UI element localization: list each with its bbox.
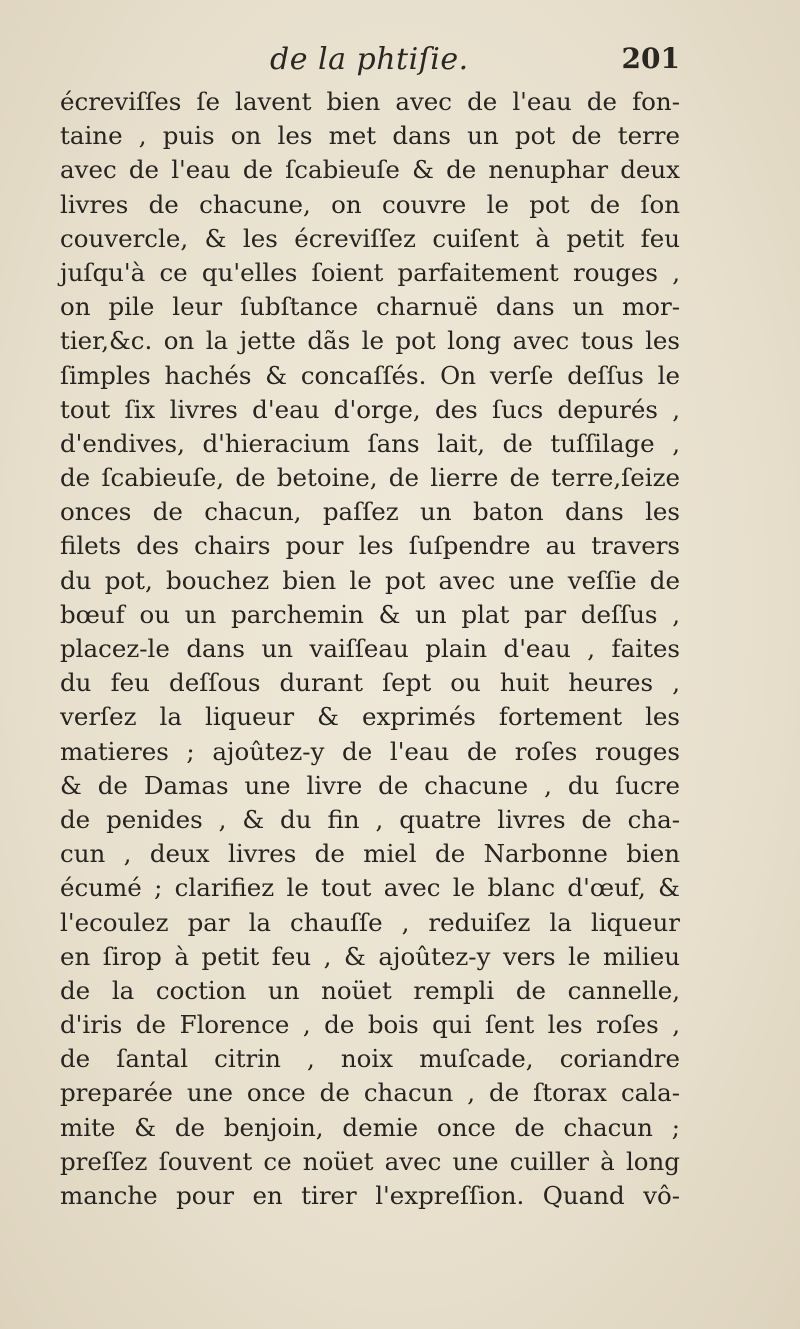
text-line: mite & de benjoin, demie once de chacun ; [60,1112,680,1142]
text-line: de ſantal citrin , noix muſcade, coriandre [60,1044,680,1074]
text-line: d'iris de Florence , de bois qui ſent les roſes , [60,1010,680,1040]
text-line: tier,&c. on la jette dãs le pot long avec tous les [60,326,680,356]
text-line: du feu deſſous durant ſept ou huit heures , [60,668,680,698]
text-line: d'endives, d'hieracium ſans lait, de tuſſilage , [60,428,680,458]
text-line: onces de chacun, paſſez un baton dans les [60,497,680,527]
text-line: matieres ; ajoûtez-y de l'eau de roſes rouges [60,736,680,766]
text-line: placez-le dans un vaiſſeau plain d'eau , faites [60,634,680,663]
text-line: de penides , & du fin , quatre livres de cha- [60,804,680,834]
text-line: manche pour en tirer l'expreſſion. Quand vô- [60,1181,680,1210]
text-line: en ſirop à petit feu , & ajoûtez-y vers le milieu [60,941,680,971]
text-line: l'ecoulez par la chauſſe , reduiſez la liqueur [60,907,680,937]
text-line: filets des chairs pour les ſuſpendre au travers [60,531,680,561]
text-line: avec de l'eau de ſcabieuſe & de nenuphar deux [60,155,680,185]
text-line: juſqu'à ce qu'elles ſoient parfaitement rouges , [60,257,680,287]
text-line: preparée une once de chacun , de ſtorax cala- [60,1078,680,1108]
text-line: & de Damas une livre de chacune , du ſucre [60,770,680,800]
text-line: du pot, bouchez bien le pot avec une veſſie de [60,565,680,595]
text-line: tout ſix livres d'eau d'orge, des ſucs depurés , [60,394,680,424]
text-line: verſez la liqueur & exprimés fortement les [60,702,680,732]
page-number: 201 [621,42,680,75]
page-header [60,42,680,86]
text-line: livres de chacune, on couvre le pot de ſon [60,189,680,219]
running-title: de la phtiſie. [270,42,469,77]
text-line: cun , deux livres de miel de Narbonne bien [60,839,680,869]
text-line: taine , puis on les met dans un pot de terre [60,121,680,151]
text-line: preſſez ſouvent ce noüet avec une cuiller à long [60,1146,680,1176]
text-line: écreviſſes ſe lavent bien avec de l'eau de fon- [60,87,680,116]
text-line: ſimples hachés & concaſſés. On verſe deſſus le [60,360,680,390]
body-text [60,85,680,1213]
text-line: de la coction un noüet rempli de cannelle, [60,975,680,1005]
text-line: écumé ; clarifiez le tout avec le blanc d'œuf, & [60,873,680,903]
text-line: de ſcabieuſe, de betoine, de lierre de terre,ſeize [60,463,680,493]
text-line: couvercle, & les écreviſſez cuiſent à petit feu [60,223,680,253]
text-line: bœuf ou un parchemin & un plat par deſſus , [60,599,680,629]
text-line: on pile leur ſubſtance charnuë dans un mor- [60,292,680,322]
